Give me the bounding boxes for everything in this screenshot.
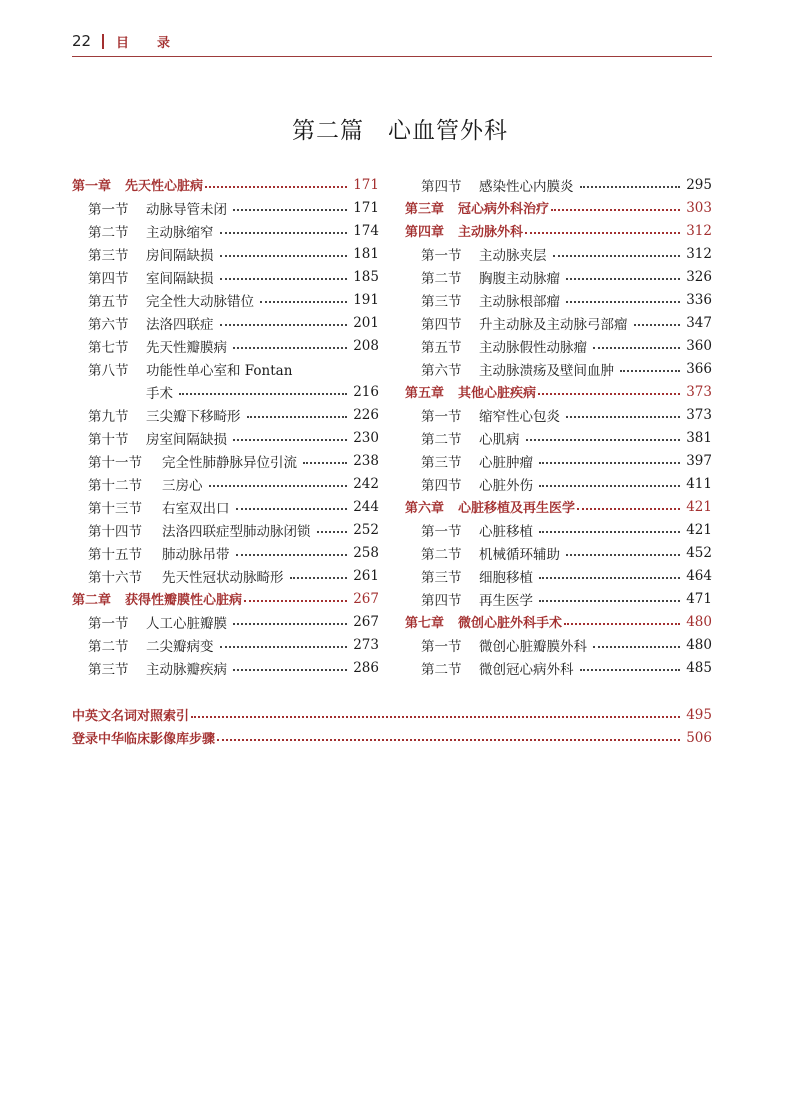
section-heading bbox=[88, 474, 203, 494]
section-title: 完全性大动脉错位 bbox=[146, 293, 254, 310]
toc-section-entry bbox=[405, 426, 712, 449]
toc-chapter-entry bbox=[405, 380, 712, 403]
leader-dots bbox=[539, 485, 680, 487]
leader-dots bbox=[566, 301, 680, 303]
section-title: 三房心 bbox=[162, 477, 203, 494]
page-number: 506 bbox=[686, 729, 712, 746]
leader-dots bbox=[217, 739, 680, 741]
section-title: 房室间隔缺损 bbox=[146, 431, 227, 448]
section-number: 第二节 bbox=[421, 431, 462, 448]
leader-dots bbox=[539, 462, 680, 464]
leader-dots bbox=[205, 186, 347, 188]
section-heading bbox=[88, 543, 230, 563]
section-heading bbox=[421, 658, 574, 678]
section-heading bbox=[421, 244, 547, 264]
section-number: 第十节 bbox=[88, 431, 129, 448]
section-heading bbox=[421, 520, 533, 540]
toc-section-entry bbox=[405, 449, 712, 472]
section-title: 心脏移植 bbox=[479, 523, 533, 540]
page-number: 252 bbox=[353, 521, 379, 538]
section-title: 二尖瓣病变 bbox=[146, 638, 214, 655]
leader-dots bbox=[525, 232, 680, 234]
section-heading bbox=[88, 359, 292, 379]
chapter-number: 第二章 bbox=[72, 593, 112, 608]
section-title: 再生医学 bbox=[479, 592, 533, 609]
page-number: 185 bbox=[353, 268, 379, 285]
leader-dots bbox=[538, 393, 680, 395]
toc-section-entry bbox=[72, 196, 379, 219]
leader-dots bbox=[564, 623, 680, 625]
page-number: 267 bbox=[353, 613, 379, 630]
section-title: 法洛四联症型肺动脉闭锁 bbox=[162, 523, 311, 540]
section-number: 第一节 bbox=[421, 408, 462, 425]
leader-dots bbox=[220, 324, 348, 326]
leader-dots bbox=[593, 347, 680, 349]
toc-section-entry bbox=[72, 472, 379, 495]
toc-chapter-entry bbox=[405, 196, 712, 219]
page-number: 181 bbox=[353, 245, 379, 262]
section-heading bbox=[88, 658, 227, 678]
leader-dots bbox=[580, 186, 681, 188]
section-number: 第三节 bbox=[88, 247, 129, 264]
section-number: 第九节 bbox=[88, 408, 129, 425]
chapter-heading bbox=[405, 612, 562, 631]
section-title: 房间隔缺损 bbox=[146, 247, 214, 264]
header-title: 目录 bbox=[116, 36, 199, 51]
page-number: 303 bbox=[686, 199, 712, 216]
section-title: 人工心脏瓣膜 bbox=[146, 615, 227, 632]
chapter-number: 第四章 bbox=[405, 225, 445, 240]
section-heading bbox=[88, 244, 214, 264]
section-heading bbox=[88, 313, 214, 333]
toc-section-entry bbox=[405, 518, 712, 541]
chapter-heading bbox=[72, 175, 203, 194]
leader-dots bbox=[566, 416, 680, 418]
toc-section-entry bbox=[72, 311, 379, 334]
section-number: 第一节 bbox=[421, 247, 462, 264]
section-heading bbox=[421, 428, 520, 448]
section-heading bbox=[421, 635, 587, 655]
leader-dots bbox=[233, 209, 347, 211]
section-heading bbox=[421, 359, 614, 379]
chapter-title: 冠心病外科治疗 bbox=[458, 202, 550, 217]
leader-dots bbox=[317, 531, 348, 533]
toc-section-entry bbox=[405, 357, 712, 380]
toc-appendix-entry bbox=[72, 703, 712, 726]
toc-section-entry bbox=[72, 541, 379, 564]
toc-section-entry bbox=[72, 426, 379, 449]
section-title: 微创冠心病外科 bbox=[479, 661, 574, 678]
leader-dots bbox=[553, 255, 681, 257]
page-number: 230 bbox=[353, 429, 379, 446]
page-number: 397 bbox=[686, 452, 712, 469]
leader-dots bbox=[236, 554, 348, 556]
section-number: 第一节 bbox=[88, 615, 129, 632]
section-number: 第十四节 bbox=[88, 523, 142, 540]
section-heading bbox=[421, 336, 587, 356]
section-heading bbox=[88, 198, 227, 218]
section-number: 第八节 bbox=[88, 362, 129, 379]
chapter-number: 第五章 bbox=[405, 386, 445, 401]
section-title: 升主动脉及主动脉弓部瘤 bbox=[479, 316, 628, 333]
chapter-number: 第一章 bbox=[72, 179, 112, 194]
toc-section-entry bbox=[72, 219, 379, 242]
section-number: 第一节 bbox=[88, 201, 129, 218]
chapter-number: 第六章 bbox=[405, 501, 445, 516]
appendix-title: 登录中华临床影像库步骤 bbox=[72, 732, 216, 747]
page-number: 171 bbox=[353, 176, 379, 193]
section-number: 第二节 bbox=[421, 546, 462, 563]
page-number: 312 bbox=[686, 245, 712, 262]
section-heading bbox=[421, 474, 533, 494]
toc-chapter-entry bbox=[72, 587, 379, 610]
toc-chapter-entry bbox=[405, 219, 712, 242]
chapter-title: 获得性瓣膜性心脏病 bbox=[125, 593, 243, 608]
section-number: 第二节 bbox=[88, 638, 129, 655]
toc-section-entry bbox=[72, 403, 379, 426]
section-heading bbox=[88, 428, 227, 448]
section-title: 主动脉缩窄 bbox=[146, 224, 214, 241]
running-header bbox=[72, 30, 712, 57]
chapter-title: 主动脉外科 bbox=[458, 225, 524, 240]
toc-section-entry bbox=[405, 541, 712, 564]
section-number: 第十五节 bbox=[88, 546, 142, 563]
section-title: 先天性瓣膜病 bbox=[146, 339, 227, 356]
toc-section-entry bbox=[72, 656, 379, 679]
page-number: 201 bbox=[353, 314, 379, 331]
section-heading bbox=[88, 520, 311, 540]
leader-dots bbox=[593, 646, 680, 648]
page-number: 171 bbox=[353, 199, 379, 216]
leader-dots bbox=[233, 623, 347, 625]
appendix-title: 中英文名词对照索引 bbox=[72, 709, 190, 724]
section-title: 室间隔缺损 bbox=[146, 270, 214, 287]
toc-section-entry bbox=[405, 173, 712, 196]
toc-left-column bbox=[72, 173, 379, 679]
section-title: 功能性单心室和 Fontan bbox=[146, 362, 293, 379]
section-heading bbox=[421, 405, 560, 425]
leader-dots bbox=[179, 393, 347, 395]
leader-dots bbox=[233, 347, 347, 349]
chapter-heading bbox=[405, 198, 549, 217]
page-number: 480 bbox=[686, 636, 712, 653]
page-number: 411 bbox=[686, 475, 712, 492]
chapter-heading bbox=[72, 589, 242, 608]
section-title: 胸腹主动脉瘤 bbox=[479, 270, 560, 287]
section-heading bbox=[88, 267, 214, 287]
section-number: 第四节 bbox=[421, 316, 462, 333]
section-heading bbox=[88, 497, 230, 517]
section-number: 第五节 bbox=[88, 293, 129, 310]
toc-section-entry bbox=[405, 311, 712, 334]
toc-section-entry bbox=[72, 288, 379, 311]
toc-section-entry bbox=[405, 587, 712, 610]
chapter-heading bbox=[405, 497, 575, 516]
section-title: 心脏肿瘤 bbox=[479, 454, 533, 471]
section-title: 先天性冠状动脉畸形 bbox=[162, 569, 284, 586]
page-number: 421 bbox=[686, 521, 712, 538]
leader-dots bbox=[526, 439, 681, 441]
toc-section-entry bbox=[72, 633, 379, 656]
section-number: 第十一节 bbox=[88, 454, 142, 471]
leader-dots bbox=[620, 370, 680, 372]
leader-dots bbox=[551, 209, 680, 211]
page-number: 244 bbox=[353, 498, 379, 515]
section-heading bbox=[421, 267, 560, 287]
page-number: 267 bbox=[353, 590, 379, 607]
leader-dots bbox=[233, 439, 347, 441]
page-number: 216 bbox=[353, 383, 379, 400]
toc-section-entry bbox=[72, 265, 379, 288]
section-heading bbox=[88, 635, 214, 655]
leader-dots bbox=[566, 278, 680, 280]
toc-section-entry bbox=[72, 449, 379, 472]
page-number: 471 bbox=[686, 590, 712, 607]
page-number: 480 bbox=[686, 613, 712, 630]
section-title: 主动脉假性动脉瘤 bbox=[479, 339, 587, 356]
section-title: 肺动脉吊带 bbox=[162, 546, 230, 563]
toc-right-column bbox=[405, 173, 712, 679]
page-number: 295 bbox=[686, 176, 712, 193]
section-title: 动脉导管未闭 bbox=[146, 201, 227, 218]
section-number: 第七节 bbox=[88, 339, 129, 356]
page-number: 174 bbox=[353, 222, 379, 239]
leader-dots bbox=[290, 577, 348, 579]
toc-chapter-entry bbox=[72, 173, 379, 196]
leader-dots bbox=[220, 278, 348, 280]
section-title: 手术 bbox=[146, 385, 173, 402]
section-heading bbox=[88, 451, 297, 471]
toc-section-entry bbox=[405, 288, 712, 311]
leader-dots bbox=[580, 669, 681, 671]
section-number: 第三节 bbox=[88, 661, 129, 678]
section-heading bbox=[88, 566, 284, 586]
section-number: 第二节 bbox=[421, 661, 462, 678]
leader-dots bbox=[220, 232, 348, 234]
leader-dots bbox=[191, 716, 680, 718]
section-title: 主动脉溃疡及壁间血肿 bbox=[479, 362, 614, 379]
chapter-title: 微创心脏外科手术 bbox=[458, 616, 563, 631]
section-number: 第三节 bbox=[421, 454, 462, 471]
toc-section-entry bbox=[72, 518, 379, 541]
part-title: 第二篇 心血管外科 bbox=[292, 118, 508, 144]
section-number: 第四节 bbox=[421, 178, 462, 195]
section-heading bbox=[421, 175, 574, 195]
section-number: 第三节 bbox=[421, 569, 462, 586]
section-title: 三尖瓣下移畸形 bbox=[146, 408, 241, 425]
section-number: 第四节 bbox=[421, 477, 462, 494]
section-heading bbox=[421, 290, 560, 310]
leader-dots bbox=[209, 485, 348, 487]
section-number: 第十三节 bbox=[88, 500, 142, 517]
page-number: 261 bbox=[353, 567, 379, 584]
page-number: 326 bbox=[686, 268, 712, 285]
section-title: 完全性肺静脉异位引流 bbox=[162, 454, 297, 471]
chapter-title: 心脏移植及再生医学 bbox=[458, 501, 576, 516]
page-number: 238 bbox=[353, 452, 379, 469]
section-number: 第十六节 bbox=[88, 569, 142, 586]
section-title: 机械循环辅助 bbox=[479, 546, 560, 563]
toc-section-entry bbox=[405, 265, 712, 288]
section-heading bbox=[88, 405, 241, 425]
chapter-title: 其他心脏疾病 bbox=[458, 386, 537, 401]
page-number: 366 bbox=[686, 360, 712, 377]
leader-dots bbox=[260, 301, 347, 303]
leader-dots bbox=[566, 554, 680, 556]
section-number: 第四节 bbox=[421, 592, 462, 609]
leader-dots bbox=[247, 416, 348, 418]
toc-section-entry bbox=[72, 334, 379, 357]
toc-section-entry bbox=[405, 564, 712, 587]
leader-dots bbox=[634, 324, 681, 326]
section-heading bbox=[88, 290, 254, 310]
toc-section-entry bbox=[405, 633, 712, 656]
toc-section-entry bbox=[72, 357, 379, 380]
page-number: 226 bbox=[353, 406, 379, 423]
page-number: 258 bbox=[353, 544, 379, 561]
section-number: 第四节 bbox=[88, 270, 129, 287]
section-heading bbox=[421, 313, 628, 333]
toc-section-entry bbox=[405, 334, 712, 357]
toc-appendix-entry bbox=[72, 726, 712, 749]
leader-dots bbox=[577, 508, 680, 510]
page-number: 421 bbox=[686, 498, 712, 515]
page-number: 464 bbox=[686, 567, 712, 584]
page-number: 312 bbox=[686, 222, 712, 239]
section-title: 心肌病 bbox=[479, 431, 520, 448]
section-number: 第一节 bbox=[421, 638, 462, 655]
section-heading bbox=[88, 221, 214, 241]
section-number: 第六节 bbox=[88, 316, 129, 333]
toc-appendix bbox=[72, 703, 712, 749]
section-title: 右室双出口 bbox=[162, 500, 230, 517]
page-number: 336 bbox=[686, 291, 712, 308]
section-number: 第十二节 bbox=[88, 477, 142, 494]
toc-section-entry bbox=[405, 472, 712, 495]
toc-chapter-entry bbox=[405, 610, 712, 633]
page-number: 485 bbox=[686, 659, 712, 676]
section-title: 心脏外伤 bbox=[479, 477, 533, 494]
toc-section-entry bbox=[72, 495, 379, 518]
leader-dots bbox=[220, 646, 348, 648]
chapter-number: 第七章 bbox=[405, 616, 445, 631]
section-number: 第六节 bbox=[421, 362, 462, 379]
page-number: 452 bbox=[686, 544, 712, 561]
page-number: 373 bbox=[686, 406, 712, 423]
leader-dots bbox=[539, 600, 680, 602]
leader-dots bbox=[303, 462, 347, 464]
chapter-title: 先天性心脏病 bbox=[125, 179, 204, 194]
leader-dots bbox=[539, 531, 680, 533]
section-heading bbox=[88, 612, 227, 632]
leader-dots bbox=[244, 600, 347, 602]
header-divider bbox=[102, 34, 104, 49]
leader-dots bbox=[233, 669, 347, 671]
section-title: 缩窄性心包炎 bbox=[479, 408, 560, 425]
chapter-heading bbox=[405, 221, 523, 240]
page-number: 191 bbox=[353, 291, 379, 308]
section-number: 第二节 bbox=[421, 270, 462, 287]
page-number: 347 bbox=[686, 314, 712, 331]
toc-section-entry bbox=[72, 564, 379, 587]
chapter-heading bbox=[405, 382, 536, 401]
toc-section-entry bbox=[72, 610, 379, 633]
section-title: 细胞移植 bbox=[479, 569, 533, 586]
section-number: 第三节 bbox=[421, 293, 462, 310]
page-number: 495 bbox=[686, 706, 712, 723]
toc-chapter-entry bbox=[405, 495, 712, 518]
page-number: 242 bbox=[353, 475, 379, 492]
page-number: 360 bbox=[686, 337, 712, 354]
section-heading bbox=[421, 566, 533, 586]
section-title: 主动脉瓣疾病 bbox=[146, 661, 227, 678]
page-number: 381 bbox=[686, 429, 712, 446]
page-number: 208 bbox=[353, 337, 379, 354]
section-number: 第五节 bbox=[421, 339, 462, 356]
section-title: 感染性心内膜炎 bbox=[479, 178, 574, 195]
page-number: 286 bbox=[353, 659, 379, 676]
chapter-number: 第三章 bbox=[405, 202, 445, 217]
leader-dots bbox=[236, 508, 348, 510]
toc-section-entry bbox=[405, 242, 712, 265]
section-number: 第二节 bbox=[88, 224, 129, 241]
leader-dots bbox=[539, 577, 680, 579]
section-heading bbox=[421, 543, 560, 563]
section-title: 主动脉根部瘤 bbox=[479, 293, 560, 310]
section-title: 法洛四联症 bbox=[146, 316, 214, 333]
section-title: 微创心脏瓣膜外科 bbox=[479, 638, 587, 655]
section-title: 主动脉夹层 bbox=[479, 247, 547, 264]
toc-section-entry bbox=[72, 242, 379, 265]
section-number: 第一节 bbox=[421, 523, 462, 540]
section-heading bbox=[88, 336, 227, 356]
page-number: 373 bbox=[686, 383, 712, 400]
section-heading bbox=[421, 589, 533, 609]
toc-section-entry bbox=[405, 403, 712, 426]
toc-section-entry bbox=[405, 656, 712, 679]
toc-section-continuation bbox=[72, 380, 379, 403]
page-number: 273 bbox=[353, 636, 379, 653]
section-heading bbox=[421, 451, 533, 471]
leader-dots bbox=[220, 255, 348, 257]
page-number: 22 bbox=[72, 32, 92, 50]
